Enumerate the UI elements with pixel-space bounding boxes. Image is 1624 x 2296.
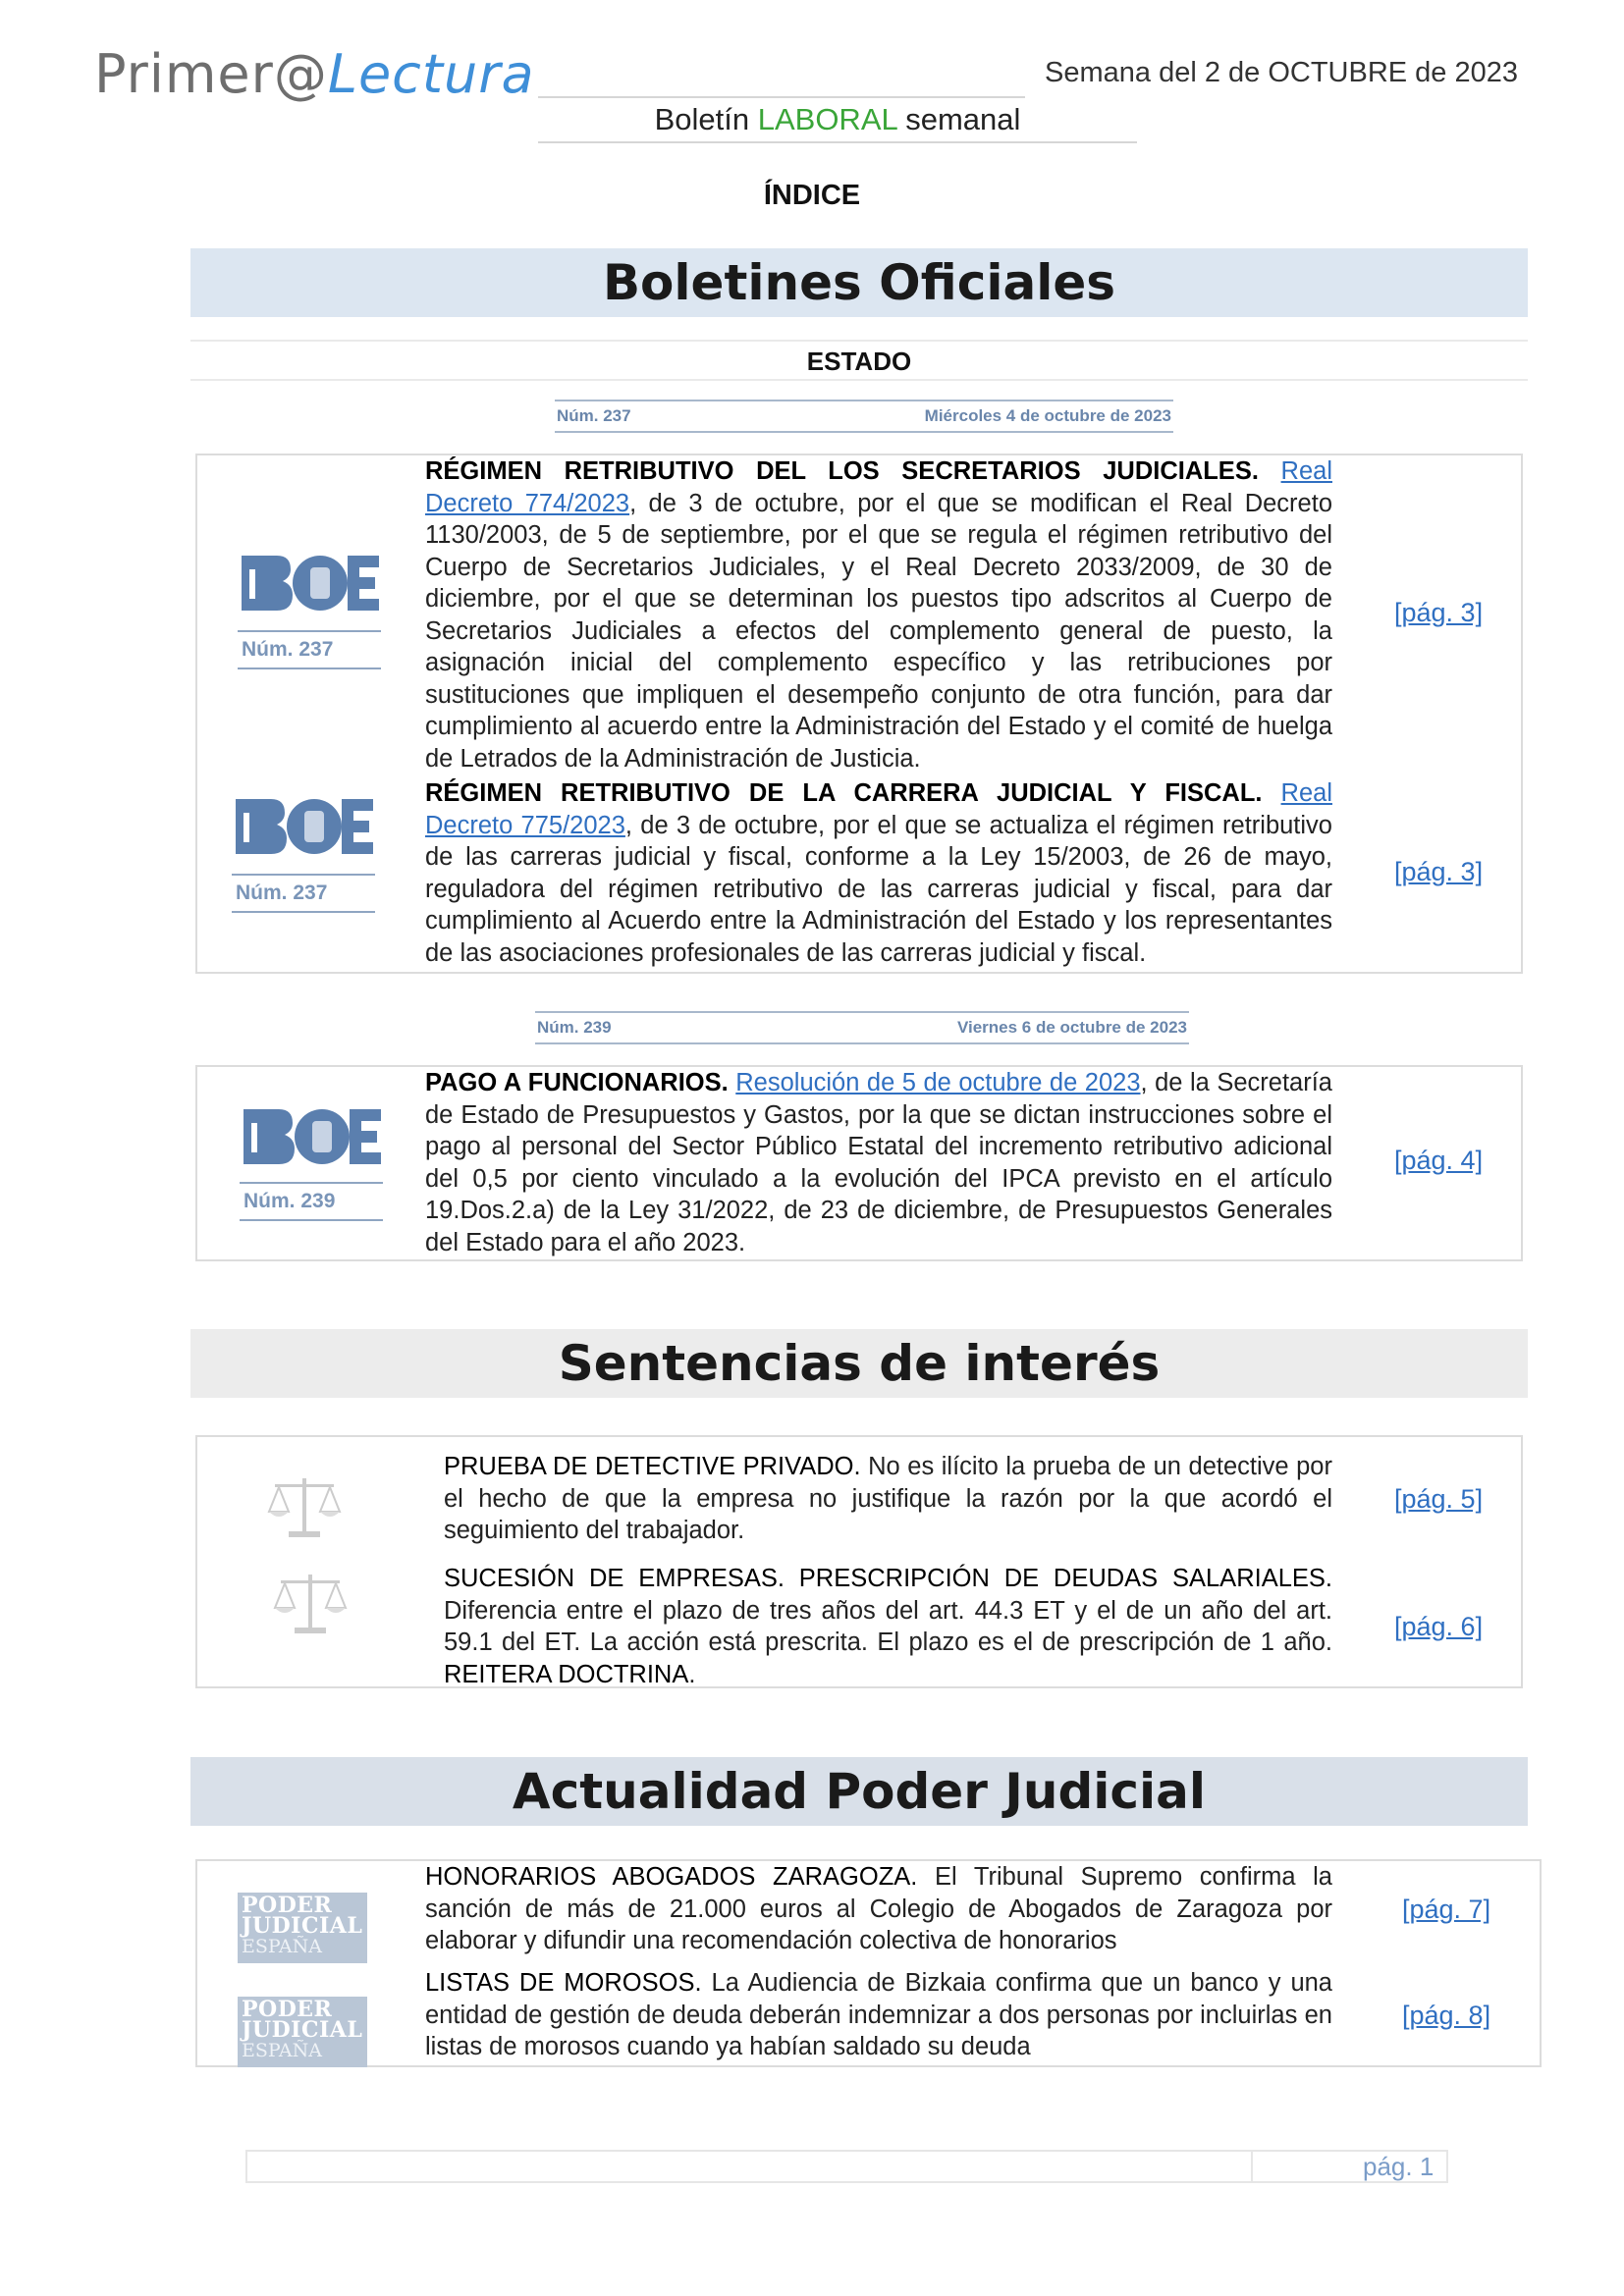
footer-separator — [1251, 2150, 1253, 2183]
entry-listas-morosos: LISTAS DE MOROSOS. La Audiencia de Bizkaia confirma que un banco y una entidad de gestión de deuda deberán indemnizar a dos personas por incluirlas en listas de morosos cuando ya habían saldado su deuda — [425, 1969, 1332, 2060]
page-link-3b[interactable]: [pág. 3] — [1394, 857, 1484, 886]
entry-detective-privado: PRUEBA DE DETECTIVE PRIVADO. No es ilícito la prueba de un detective por el hecho de que la empresa no justifique la razón por la que acordó el seguimiento del trabajador. — [444, 1453, 1332, 1544]
boe-logo: Núm. 237 — [238, 550, 385, 667]
page-link-4[interactable]: [pág. 4] — [1394, 1146, 1484, 1175]
link-real-decreto-774[interactable]: Real Decreto 774/2023 — [425, 457, 1332, 517]
week-label: Semana del 2 de OCTUBRE de 2023 — [1045, 57, 1518, 88]
footer-box — [245, 2150, 1448, 2183]
boe-emblem-icon — [238, 550, 381, 618]
poder-judicial-logo: PODER JUDICIAL ESPAÑA — [238, 1893, 367, 1963]
entry-secretarios-judiciales: RÉGIMEN RETRIBUTIVO DEL LOS SECRETARIOS JUDICIALES. Real Decreto 774/2023, de 3 de octubre, por el que se modifican el Real Decreto 1130/2003, de 5 de septiembre, por el que se regula el régimen retributivo del Cuerpo de Secretarios Judiciales, y el Real Decreto 2033/2009, de 30 de diciembre, por el que se determinan los puestos tipo adscritos al Cuerpo de Secretarios Judiciales a efectos del complemento general de puesto, la asignación inicial del complemento específico y las retribuciones por sustituciones que impliquen el desempeño conjunto de otra función, para dar cumplimiento al acuerdo entre la Administración del Estado y el comité de huelga de Letrados de la Administración de Justicia. — [425, 457, 1332, 773]
section-subtitle-estado: ESTADO — [190, 340, 1528, 381]
index-title: ÍNDICE — [763, 180, 861, 211]
scales-of-justice-icon — [271, 1569, 350, 1639]
bulletin-title: Boletín LABORAL semanal — [654, 102, 1021, 136]
page-link-5[interactable]: [pág. 5] — [1394, 1484, 1484, 1514]
entry-pago-funcionarios: PAGO A FUNCIONARIOS. Resolución de 5 de octubre de 2023, de la Secretaría de Estado de Presupuestos y Gastos, por la que se dictan instrucciones sobre el pago al personal del Sector Público Estatal del incremento retributivo adicional del 0,5 por ciento vinculado a la evolución del IPCA previsto en el artículo 19.Dos.2.a) de la Ley 31/2022, de 23 de diciembre, de Presupuestos Generales del Estado para el año 2023. — [425, 1069, 1332, 1256]
link-resolucion-5-octubre[interactable]: Resolución de 5 de octubre de 2023 — [735, 1069, 1141, 1096]
header-divider-bottom — [538, 141, 1137, 143]
page-link-3a[interactable]: [pág. 3] — [1394, 598, 1484, 627]
header-divider — [538, 96, 1025, 98]
page-link-7[interactable]: [pág. 7] — [1402, 1895, 1491, 1924]
link-real-decreto-775[interactable]: Real Decreto 775/2023 — [425, 779, 1332, 839]
issue-header-237: Núm. 237 Miércoles 4 de octubre de 2023 — [555, 400, 1173, 433]
boe-logo: Núm. 239 — [240, 1103, 387, 1221]
page-link-6[interactable]: [pág. 6] — [1394, 1612, 1484, 1641]
page-number: pág. 1 — [1363, 2152, 1435, 2181]
poder-judicial-logo: PODER JUDICIAL ESPAÑA — [238, 1997, 367, 2067]
entry-sucesion-empresas: SUCESIÓN DE EMPRESAS. PRESCRIPCIÓN DE DEUDAS SALARIALES. Diferencia entre el plazo de tres años del art. 44.3 ET y el de un año del art. 59.1 del ET. La acción está prescrita. El plazo es el de prescripción de 1 año. REITERA DOCTRINA. — [444, 1565, 1332, 1688]
boe-logo: Núm. 237 — [232, 793, 379, 911]
scales-of-justice-icon — [265, 1472, 344, 1543]
page-link-8[interactable]: [pág. 8] — [1402, 2001, 1491, 2030]
section-title-sentencias: Sentencias de interés — [190, 1329, 1528, 1398]
issue-header-239: Núm. 239 Viernes 6 de octubre de 2023 — [535, 1011, 1189, 1044]
boe-emblem-icon — [232, 793, 375, 862]
entry-honorarios-abogados: HONORARIOS ABOGADOS ZARAGOZA. El Tribunal Supremo confirma la sanción de más de 21.000 euros al Colegio de Abogados de Zaragoza por elaborar y difundir una recomendación colectiva de honorarios — [425, 1863, 1332, 1954]
boe-emblem-icon — [240, 1103, 383, 1172]
primera-lectura-logo: Primer@Lectura — [94, 43, 535, 105]
entry-carrera-judicial: RÉGIMEN RETRIBUTIVO DE LA CARRERA JUDICIAL Y FISCAL. Real Decreto 775/2023, de 3 de octubre, por el que se actualiza el régimen retributivo de las carreras judicial y fiscal, conforme a la Ley 15/2003, de 26 de mayo, reguladora del régimen retributivo de las carreras judicial y fiscal, para dar cumplimiento al Acuerdo entre la Administración del Estado y los representantes de las asociaciones profesionales de las carreras judicial y fiscal. — [425, 779, 1332, 967]
section-title-boletines: Boletines Oficiales — [190, 248, 1528, 317]
section-title-poder-judicial: Actualidad Poder Judicial — [190, 1757, 1528, 1826]
